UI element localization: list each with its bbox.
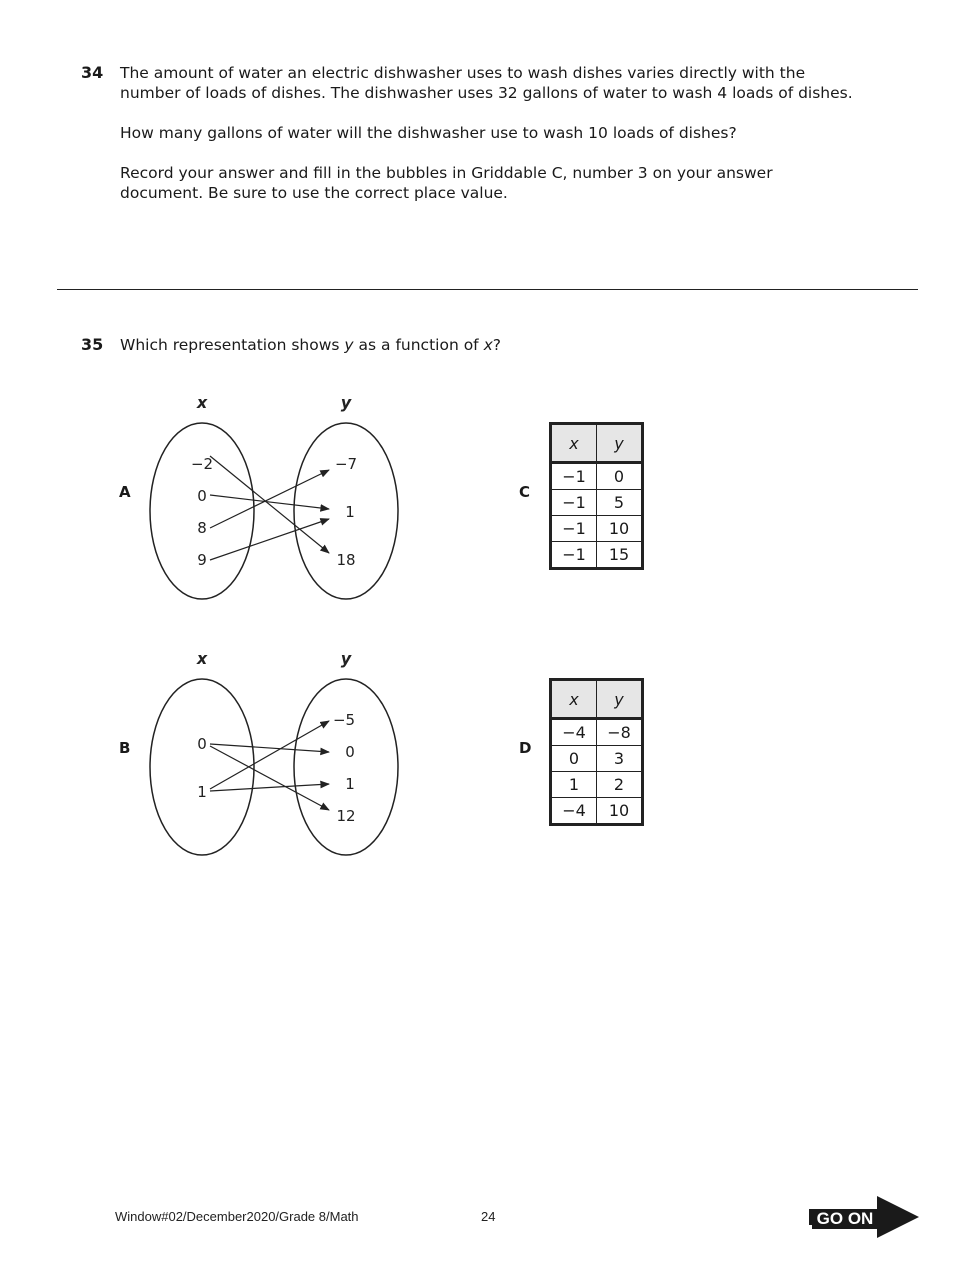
question-34-instruction-line-2: document. Be sure to use the correct place value. xyxy=(120,184,508,202)
option-b-domain-oval xyxy=(150,679,254,855)
option-a-range-value: −7 xyxy=(334,455,358,473)
option-a-domain-value: 9 xyxy=(197,551,207,569)
option-d-x-cell: −4 xyxy=(551,798,597,825)
section-divider xyxy=(57,289,918,290)
table-row xyxy=(551,490,643,516)
option-b-mapping-diagram xyxy=(140,646,410,866)
option-c-y-cell: 10 xyxy=(597,516,643,542)
option-c-x-cell: −1 xyxy=(551,542,597,569)
option-d-y-cell: 2 xyxy=(597,772,643,798)
option-c-y-cell: 15 xyxy=(597,542,643,569)
question-35-prompt xyxy=(120,335,501,355)
prompt-variable-x: x xyxy=(483,336,493,354)
option-b-domain-value: 0 xyxy=(197,735,207,753)
question-34-stem-line-1: The amount of water an electric dishwasher uses to wash dishes varies directly with the xyxy=(120,64,806,82)
option-b-mapping-arrow xyxy=(210,744,329,752)
go-on-label: GO ON xyxy=(812,1209,878,1229)
option-a-range-value: 1 xyxy=(345,503,355,521)
option-a-mapping-arrow xyxy=(210,519,329,560)
option-a-domain-oval xyxy=(150,423,254,599)
table-row xyxy=(551,542,643,569)
option-a-range-value: 18 xyxy=(336,551,356,569)
option-c-x-cell: −1 xyxy=(551,490,597,516)
option-c-y-cell: 5 xyxy=(597,490,643,516)
option-d-y-cell: −8 xyxy=(597,719,643,746)
option-a-mapping-arrow xyxy=(210,456,329,553)
option-b-range-value: −5 xyxy=(332,711,356,729)
option-d-y-header: y xyxy=(597,680,643,719)
option-c-x-cell: −1 xyxy=(551,516,597,542)
option-b-range-value: 12 xyxy=(336,807,356,825)
option-d-x-cell: −4 xyxy=(551,719,597,746)
option-c-x-cell: −1 xyxy=(551,463,597,490)
option-a-mapping-arrow xyxy=(210,495,329,509)
option-a-domain-value: 0 xyxy=(197,487,207,505)
question-34-stem-line-2: number of loads of dishes. The dishwasher uses 32 gallons of water to wash 4 loads of dishes. xyxy=(120,84,853,102)
option-a-mapping-arrow xyxy=(210,470,329,528)
page-number: 24 xyxy=(481,1209,496,1224)
prompt-text-3: ? xyxy=(492,336,501,354)
option-b-range-oval xyxy=(294,679,398,855)
footer-source: Window#02/December2020/Grade 8/Math xyxy=(115,1209,359,1224)
option-a-label[interactable]: A xyxy=(119,483,131,501)
option-d-y-cell: 10 xyxy=(597,798,643,825)
option-c-table xyxy=(549,422,644,570)
prompt-text-1: Which representation shows xyxy=(120,336,345,354)
option-d-y-cell: 3 xyxy=(597,746,643,772)
question-34-question: How many gallons of water will the dishwasher use to wash 10 loads of dishes? xyxy=(120,124,737,142)
option-a-domain-value: −2 xyxy=(190,455,214,473)
option-b-domain-value: 1 xyxy=(197,783,207,801)
option-d-x-cell: 0 xyxy=(551,746,597,772)
table-header-row xyxy=(551,424,643,463)
option-d-table xyxy=(549,678,644,826)
table-row xyxy=(551,746,643,772)
table-row xyxy=(551,463,643,490)
table-row xyxy=(551,772,643,798)
option-a-mapping-diagram xyxy=(140,390,410,610)
table-row xyxy=(551,719,643,746)
option-c-y-header: y xyxy=(597,424,643,463)
prompt-text-2: as a function of xyxy=(353,336,484,354)
prompt-variable-y: y xyxy=(344,336,354,354)
option-b-x-header: x xyxy=(196,649,208,668)
option-d-x-cell: 1 xyxy=(551,772,597,798)
option-c-y-cell: 0 xyxy=(597,463,643,490)
table-row xyxy=(551,516,643,542)
option-b-label[interactable]: B xyxy=(119,739,131,757)
option-d-label[interactable]: D xyxy=(519,739,532,757)
option-c-label[interactable]: C xyxy=(519,483,531,501)
question-35-number: 35 xyxy=(81,335,104,354)
option-c-x-header: x xyxy=(551,424,597,463)
table-row xyxy=(551,798,643,825)
question-34-number: 34 xyxy=(81,63,104,82)
option-a-x-header: x xyxy=(196,393,208,412)
option-b-range-value: 0 xyxy=(345,743,355,761)
option-a-domain-value: 8 xyxy=(197,519,207,537)
option-b-y-header: y xyxy=(340,649,352,668)
table-header-row xyxy=(551,680,643,719)
option-a-y-header: y xyxy=(340,393,352,412)
option-b-range-value: 1 xyxy=(345,775,355,793)
question-34-instruction-line-1: Record your answer and fill in the bubbles in Griddable C, number 3 on your answer xyxy=(120,164,773,182)
option-d-x-header: x xyxy=(551,680,597,719)
option-b-mapping-arrow xyxy=(210,784,329,791)
